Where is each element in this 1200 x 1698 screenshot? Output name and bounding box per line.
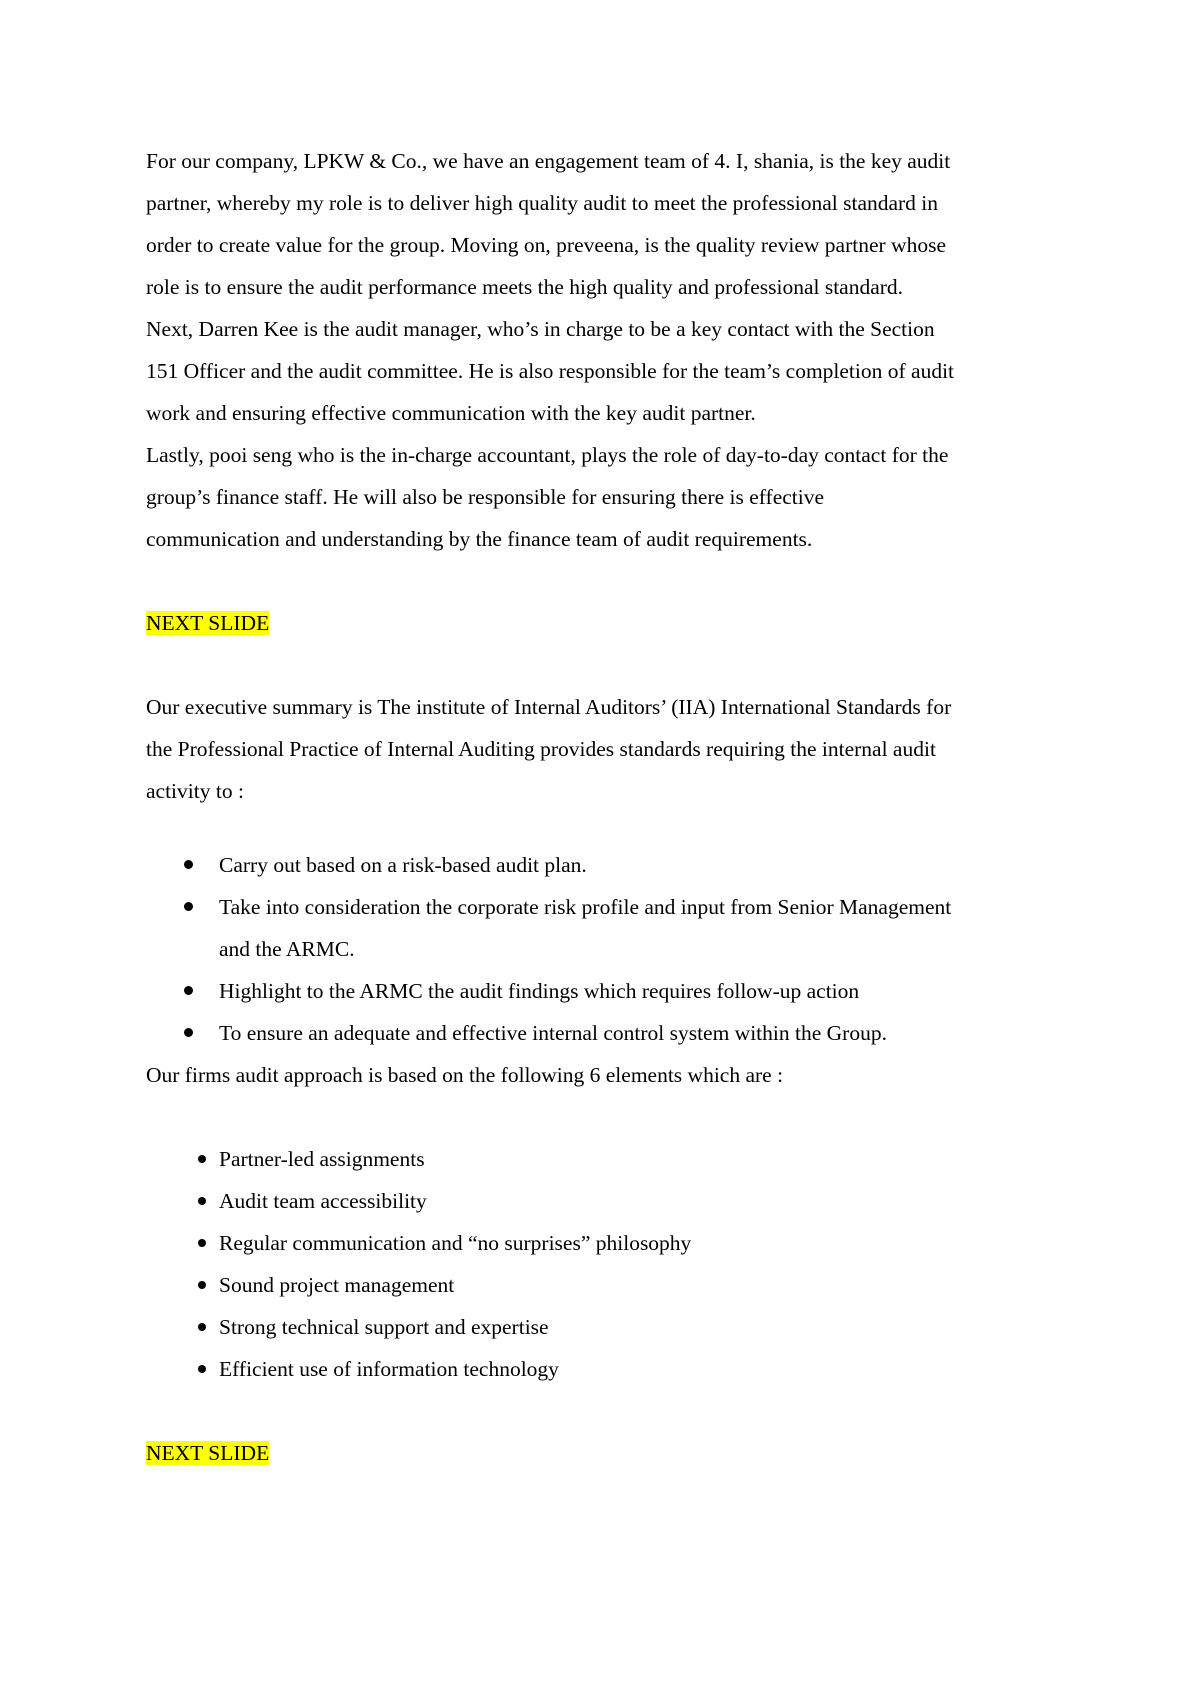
list-item-text: Regular communication and “no surprises” philosophy — [219, 1231, 692, 1255]
spacer — [146, 644, 1066, 686]
intro-paragraph — [146, 140, 1066, 560]
summary-paragraph — [146, 686, 1066, 812]
intro-line: 151 Officer and the audit committee. He is also responsible for the team’s completion of audit — [146, 359, 955, 383]
spacer — [146, 1096, 1066, 1138]
list-item — [146, 886, 1066, 970]
bullet-icon — [198, 1365, 206, 1373]
intro-line: group’s finance staff. He will also be responsible for ensuring there is effective — [146, 485, 825, 509]
next-slide-marker — [146, 602, 1066, 644]
next-slide-marker — [146, 1432, 1066, 1474]
list-item-text: Highlight to the ARMC the audit findings which requires follow-up action — [219, 979, 860, 1003]
list-item-text: Sound project management — [219, 1273, 455, 1297]
list-item — [146, 970, 1066, 1012]
list-item-text: Audit team accessibility — [219, 1189, 427, 1213]
intro-line: role is to ensure the audit performance meets the high quality and professional standard. — [146, 275, 904, 299]
next-slide-highlight: NEXT SLIDE — [146, 611, 270, 635]
bullet-icon — [184, 986, 193, 995]
elements-list — [146, 1138, 1066, 1390]
list-item-text: To ensure an adequate and effective internal control system within the Group. — [219, 1021, 887, 1045]
next-slide-highlight: NEXT SLIDE — [146, 1441, 270, 1465]
bullet-icon — [198, 1239, 206, 1247]
intro-line: For our company, LPKW & Co., we have an engagement team of 4. I, shania, is the key audit — [146, 149, 951, 173]
summary-line: the Professional Practice of Internal Auditing provides standards requiring the internal audit — [146, 737, 936, 761]
intro-line: Next, Darren Kee is the audit manager, who’s in charge to be a key contact with the Section — [146, 317, 935, 341]
list-item — [146, 1222, 1066, 1264]
bullet-icon — [198, 1155, 206, 1163]
list-item-text: Carry out based on a risk-based audit plan. — [219, 853, 587, 877]
bullet-icon — [184, 902, 193, 911]
requirements-list — [146, 844, 1066, 1054]
approach-intro-text: Our firms audit approach is based on the following 6 elements which are : — [146, 1063, 784, 1087]
list-item — [146, 1348, 1066, 1390]
list-item-text: Partner-led assignments — [219, 1147, 425, 1171]
list-item — [146, 1012, 1066, 1054]
list-item — [146, 1306, 1066, 1348]
intro-line: Lastly, pooi seng who is the in-charge accountant, plays the role of day-to-day contact for the — [146, 443, 949, 467]
bullet-icon — [184, 1028, 193, 1037]
list-item — [146, 1264, 1066, 1306]
bullet-icon — [198, 1197, 206, 1205]
list-item-text: Take into consideration the corporate risk profile and input from Senior Management — [219, 895, 952, 919]
intro-line: work and ensuring effective communication with the key audit partner. — [146, 401, 756, 425]
spacer — [146, 812, 1066, 844]
bullet-icon — [198, 1281, 206, 1289]
spacer — [146, 560, 1066, 602]
list-item-text: Efficient use of information technology — [219, 1357, 559, 1381]
list-item — [146, 1180, 1066, 1222]
bullet-icon — [198, 1323, 206, 1331]
summary-line: activity to : — [146, 779, 244, 803]
summary-line: Our executive summary is The institute of Internal Auditors’ (IIA) International Standards for — [146, 695, 952, 719]
document-body — [146, 140, 1066, 1474]
spacer — [146, 1390, 1066, 1432]
list-item — [146, 844, 1066, 886]
list-item-text: and the ARMC. — [219, 937, 355, 961]
intro-line: order to create value for the group. Moving on, preveena, is the quality review partner whose — [146, 233, 946, 257]
bullet-icon — [184, 860, 193, 869]
list-item-text: Strong technical support and expertise — [219, 1315, 549, 1339]
list-item — [146, 1138, 1066, 1180]
intro-line: communication and understanding by the finance team of audit requirements. — [146, 527, 813, 551]
approach-intro — [146, 1054, 1066, 1096]
intro-line: partner, whereby my role is to deliver high quality audit to meet the professional standard in — [146, 191, 939, 215]
